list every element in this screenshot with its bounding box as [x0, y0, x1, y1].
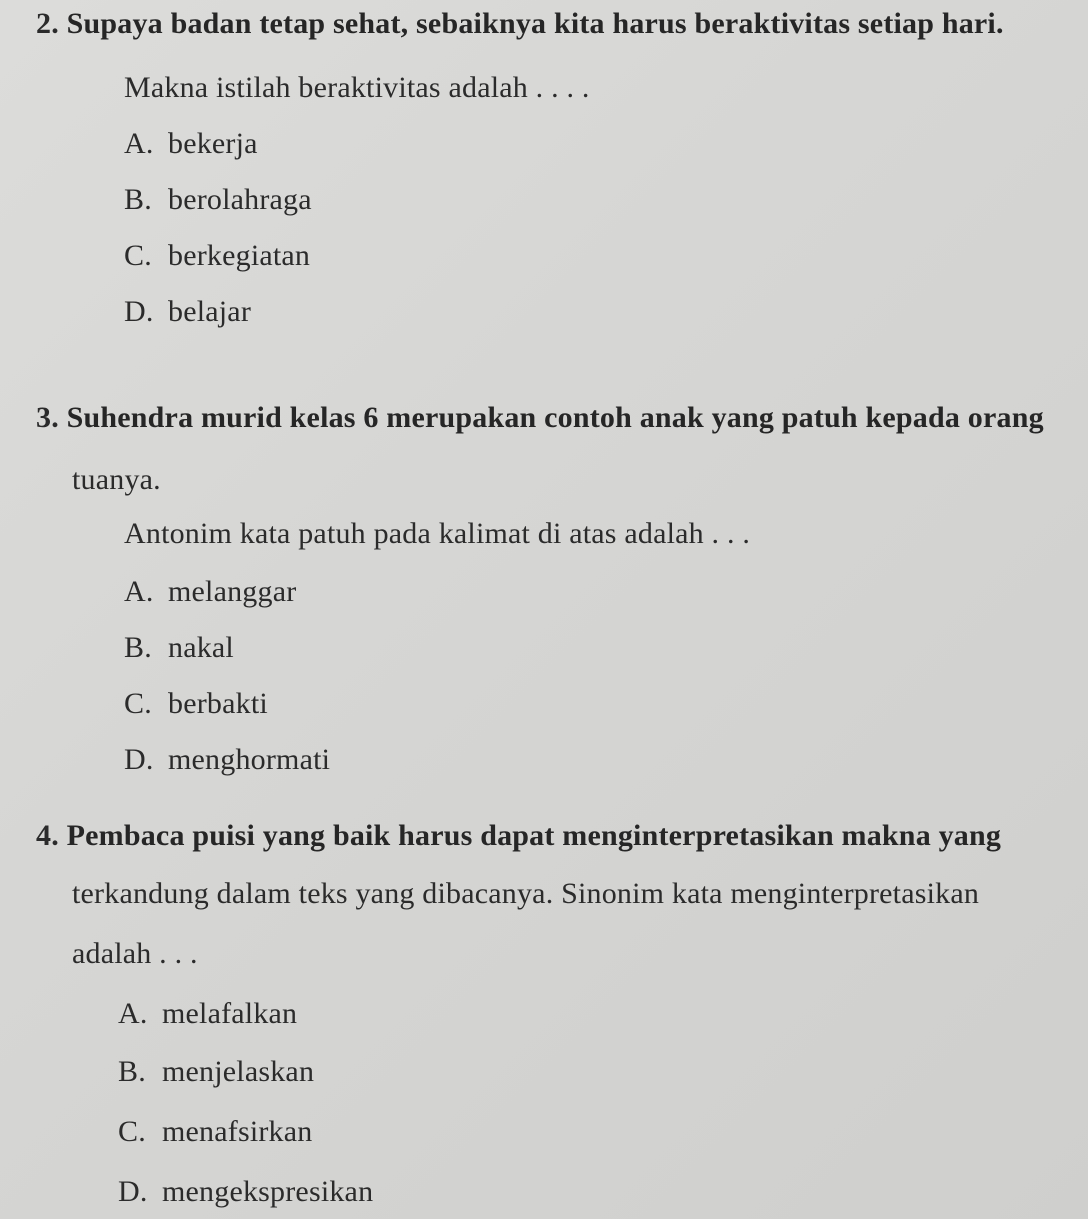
question-stem-line: Supaya badan tetap sehat, sebaiknya kita harus beraktivitas setiap hari.: [66, 7, 1004, 40]
question-number: 4.: [36, 819, 59, 852]
question-2-option-a[interactable]: [124, 126, 258, 162]
question-4-option-b[interactable]: [118, 1054, 314, 1090]
question-3-stem: [36, 400, 1044, 436]
question-2-option-b[interactable]: [124, 182, 312, 218]
option-text: berkegiatan: [168, 239, 311, 272]
option-letter: C.: [124, 687, 152, 720]
option-letter: D.: [118, 1175, 148, 1208]
question-2-stem: [36, 6, 1004, 42]
question-2-option-d[interactable]: [124, 294, 251, 330]
option-letter: C.: [118, 1115, 146, 1148]
option-text: berbakti: [168, 687, 268, 720]
option-text: nakal: [168, 631, 234, 664]
question-stem-line: Pembaca puisi yang baik harus dapat menginterpretasikan makna yang: [66, 819, 1002, 852]
question-4-option-c[interactable]: [118, 1114, 312, 1150]
question-number: 3.: [36, 401, 59, 434]
option-letter: B.: [124, 183, 152, 216]
option-letter: C.: [124, 239, 152, 272]
question-4-stem: [36, 818, 1001, 854]
question-3-prompt: Antonim kata patuh pada kalimat di atas adalah . . .: [124, 517, 751, 550]
question-2-option-c[interactable]: [124, 238, 310, 274]
option-text: menjelaskan: [162, 1055, 315, 1088]
option-text: menghormati: [168, 743, 331, 776]
option-letter: A.: [124, 127, 154, 160]
question-4-stem-continued: terkandung dalam teks yang dibacanya. Sinonim kata menginterpretasikan: [72, 877, 980, 910]
option-text: melanggar: [168, 575, 297, 608]
question-3-option-c[interactable]: [124, 686, 268, 722]
option-letter: D.: [124, 295, 154, 328]
question-3-option-a[interactable]: [124, 574, 296, 610]
option-text: melafalkan: [162, 997, 298, 1030]
option-letter: D.: [124, 743, 154, 776]
option-letter: B.: [118, 1055, 146, 1088]
option-letter: A.: [124, 575, 154, 608]
option-text: menafsirkan: [162, 1115, 313, 1148]
question-4-option-d[interactable]: [118, 1174, 373, 1210]
option-text: bekerja: [168, 127, 258, 160]
question-3-option-d[interactable]: [124, 742, 330, 778]
option-text: belajar: [168, 295, 252, 328]
question-3-option-b[interactable]: [124, 630, 234, 666]
question-4-option-a[interactable]: [118, 996, 297, 1032]
question-2-prompt: Makna istilah beraktivitas adalah . . . .: [124, 71, 590, 104]
question-stem-line: Suhendra murid kelas 6 merupakan contoh anak yang patuh kepada orang: [66, 401, 1044, 434]
question-number: 2.: [36, 7, 59, 40]
question-3-stem-continued: tuanya.: [72, 463, 161, 496]
option-text: berolahraga: [168, 183, 312, 216]
option-letter: A.: [118, 997, 148, 1030]
option-letter: B.: [124, 631, 152, 664]
question-4-stem-continued: adalah . . .: [72, 937, 198, 970]
option-text: mengekspresikan: [162, 1175, 374, 1208]
